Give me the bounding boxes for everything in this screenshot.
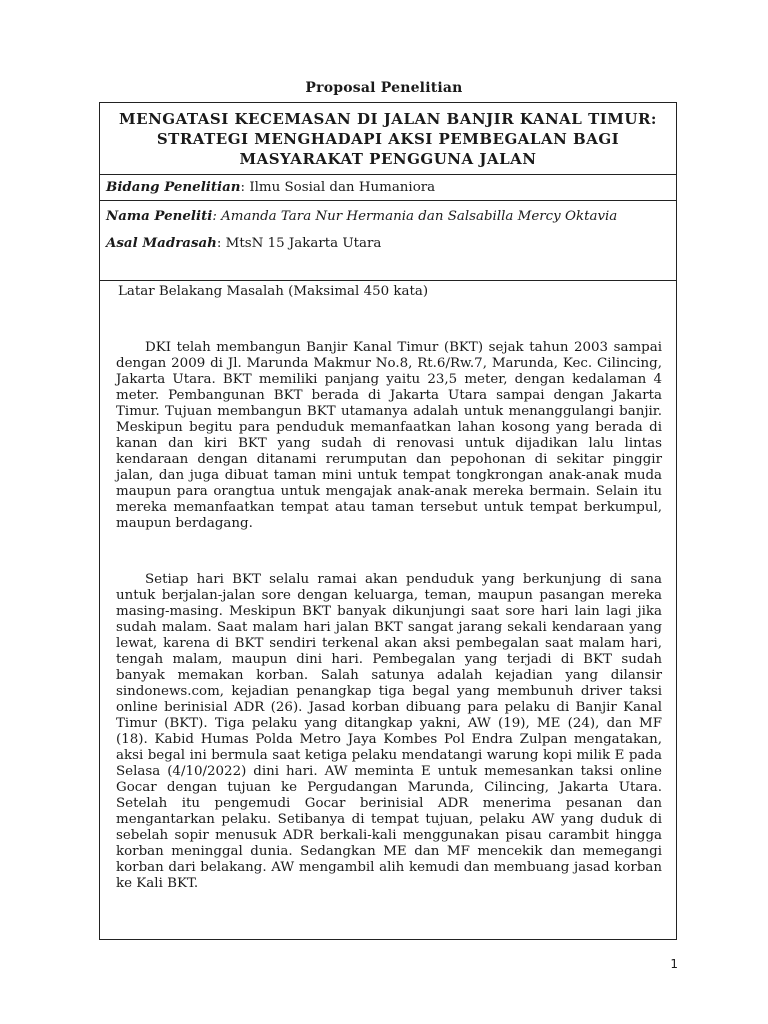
paragraph-2-text: Setiap hari BKT selalu ramai akan penduduk yang berkunjung di sana untuk berjalan-jalan sore dengan keluarga, teman, maupun pasangan mereka masing-masing. Meskipun BKT banyak dikunjungi saat sore hari lain lagi jika sudah malam. Saat malam hari jalan BKT sangat jarang sekali kendaraan yang lewat, karena di BKT sendiri terkenal akan aksi pembegalan saat malam hari, tengah malam, maupun dini hari. Pembegalan yang terjadi di BKT sudah banyak memakan korban. Salah satunya adalah kejadian yang dilansir sindonews.com, kejadian penangkap tiga begal yang membunuh driver taksi online berinisial ADR (26). Jasad korban dibuang para pelaku di Banjir Kanal Timur (BKT). Tiga pelaku yang ditangkap yakni, AW (19), ME (24), dan MF (18). Kabid Humas Polda Metro Jaya Kombes Pol Endra Zulpan mengatakan, aksi begal ini bermula saat ketiga pelaku mendatangi warung kopi milik E pada Selasa (4/10/2022) dini hari. AW meminta E untuk memesankan taksi online Gocar dengan tujuan ke Pergudangan Marunda, Cilincing, Jakarta Utara. Setelah itu pengemudi Gocar berinisial ADR menerima pesanan dan mengantarkan pelaku. Setibanya di tempat tujuan, pelaku AW yang duduk di sebelah sopir menusuk ADR berkali-kali menggunakan pisau carambit hingga korban meninggal dunia. Sedangkan ME dan MF mencekik dan memegangi korban dari belakang. AW mengambil alih kemudi dan membuang jasad korban ke Kali BKT. <box>116 572 662 891</box>
title-line-3: MASYARAKAT PENGGUNA JALAN <box>239 150 537 168</box>
school-row <box>106 230 670 257</box>
research-field-row <box>100 175 676 201</box>
paragraph-1-text: DKI telah membangun Banjir Kanal Timur (BKT) sejak tahun 2003 sampai dengan 2009 di Jl. Marunda Makmur No.8, Rt.6/Rw.7, Marunda, Kec. Cilincing, Jakarta Utara. BKT memiliki panjang yaitu 23,5 meter, dengan kedalaman 4 meter. Pembangunan BKT berada di Jakarta Utara sampai dengan Jakarta Timur. Tujuan membangun BKT utamanya adalah untuk menanggulangi banjir. Meskipun begitu para penduduk memanfaatkan lahan kosong yang berada di kanan dan kiri BKT yang sudah di renovasi untuk dijadikan lalu lintas kendaraan dengan ditanami rerumputan dan pepohonan di sekitar pinggir jalan, dan juga dibuat taman mini untuk tempat tongkrongan anak-anak muda maupun para orangtua untuk mengajak anak-anak mereka bermain. Selain itu mereka memanfaatkan tempat atau taman tersebut untuk tempat berkumpul, maupun berdagang. <box>116 340 662 531</box>
proposal-table <box>99 102 677 940</box>
researcher-name-row <box>106 203 670 230</box>
researcher-info-block <box>100 201 676 281</box>
researcher-name-label: Nama Peneliti <box>106 208 213 224</box>
research-field-value: : Ilmu Sosial dan Humaniora <box>240 180 436 195</box>
researcher-name-value: : Amanda Tara Nur Hermania dan Salsabilla Mercy Oktavia <box>212 209 618 224</box>
proposal-title <box>100 103 676 175</box>
school-label: Asal Madrasah <box>106 235 217 251</box>
page-number: 1 <box>670 957 678 971</box>
title-line-1: MENGATASI KECEMASAN DI JALAN BANJIR KANAL TIMUR: <box>119 110 657 128</box>
paragraph-2 <box>116 572 662 892</box>
document-header: Proposal Penelitian <box>305 80 463 96</box>
research-field-label: Bidang Penelitian <box>106 179 241 195</box>
paragraph-1 <box>116 340 662 532</box>
background-section <box>100 284 676 892</box>
section-heading: Latar Belakang Masalah (Maksimal 450 kata) <box>118 284 429 299</box>
title-line-2: STRATEGI MENGHADAPI AKSI PEMBEGALAN BAGI <box>156 130 620 148</box>
school-value: : MtsN 15 Jakarta Utara <box>216 236 382 251</box>
